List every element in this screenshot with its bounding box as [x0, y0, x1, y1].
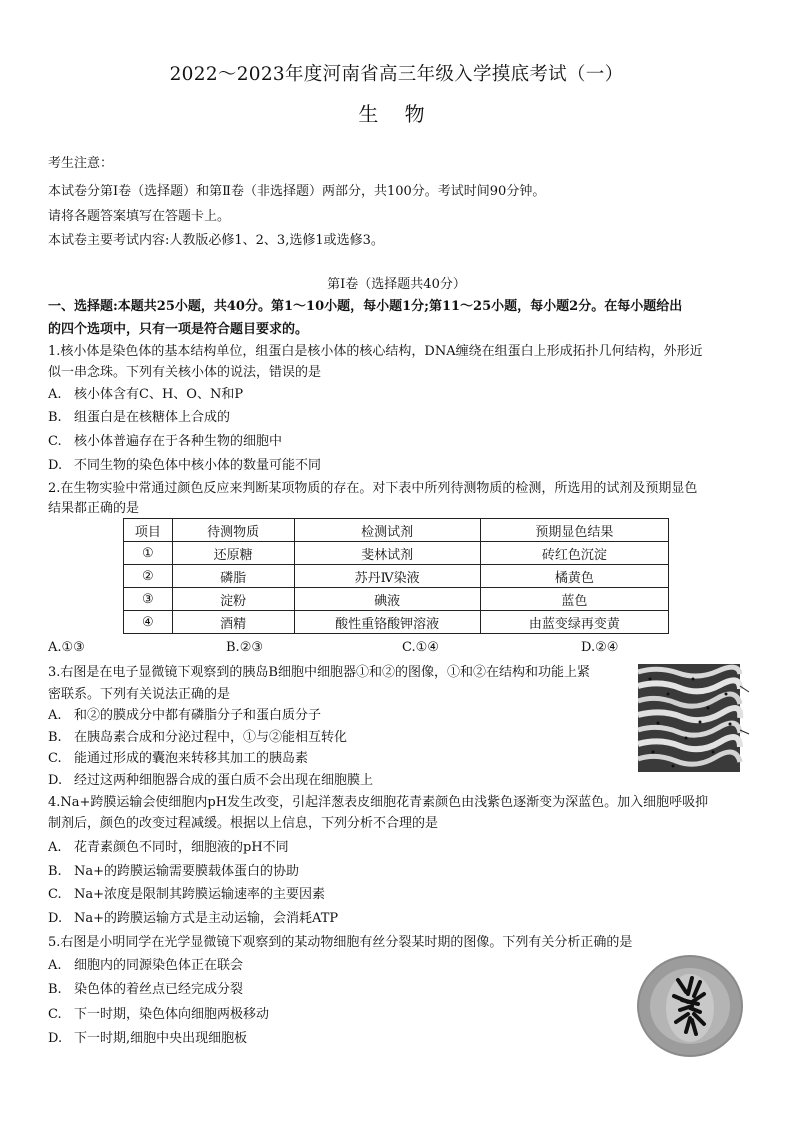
table-cell: ③ — [124, 588, 173, 611]
option-text: ②③ — [239, 640, 263, 655]
table-cell: 蓝色 — [480, 588, 668, 611]
option-text: Na+浓度是限制其跨膜运输速率的主要因素 — [74, 887, 326, 902]
q1-stem-1: 1.核小体是染色体的基本结构单位，组蛋白是核小体的核心结构，DNA缠绕在组蛋白上形成拓扑几何结构，外形近 — [48, 344, 703, 359]
mitotic-cell-image — [634, 952, 746, 1060]
option-text: 下一时期,细胞中央出现细胞板 — [74, 1031, 248, 1046]
table-row — [124, 611, 669, 634]
notice-line-1: 本试卷分第Ⅰ卷（选择题）和第Ⅱ卷（非选择题）两部分，共100分。考试时间90分钟。 — [48, 184, 546, 199]
table-row — [124, 588, 669, 611]
notice-heading: 考生注意： — [48, 156, 114, 171]
option-text: 核小体含有C、H、O、N和P — [74, 387, 244, 402]
option-text: 经过这两种细胞器合成的蛋白质不会出现在细胞膜上 — [74, 773, 374, 788]
q1-stem-2: 似一串念珠。下列有关核小体的说法，错误的是 — [48, 365, 322, 380]
q3-option-a — [48, 704, 321, 723]
option-text: 在胰岛素合成和分泌过程中，①与②能相互转化 — [74, 730, 348, 745]
q4-option-a — [48, 836, 289, 855]
option-letter: C. — [48, 434, 62, 449]
q2-option-a — [48, 640, 85, 655]
q3-option-b — [48, 726, 347, 745]
option-letter: D. — [581, 640, 596, 655]
option-letter: D. — [48, 458, 63, 473]
q1-option-d — [48, 454, 321, 473]
q5-option-a — [48, 954, 243, 973]
option-text: ①④ — [415, 640, 439, 655]
notice-line-2: 请将各题答案填写在答题卡上。 — [48, 209, 231, 224]
table-cell: ④ — [124, 611, 173, 634]
table-cell: 酸性重铬酸钾溶液 — [294, 611, 480, 634]
q1-option-c — [48, 430, 282, 449]
option-text: 不同生物的染色体中核小体的数量可能不同 — [74, 458, 322, 473]
option-letter: A. — [48, 708, 62, 723]
table-cell: 由蓝变绿再变黄 — [480, 611, 668, 634]
option-letter: C. — [48, 751, 62, 766]
q4-option-c — [48, 883, 325, 902]
q5-option-c — [48, 1003, 269, 1022]
option-text: 能通过形成的囊泡来转移其加工的胰岛素 — [74, 751, 309, 766]
option-letter: D. — [48, 911, 63, 926]
option-text: Na+的跨膜运输方式是主动运输，会消耗ATP — [74, 911, 339, 926]
q1-option-a — [48, 383, 243, 402]
table-cell: 橘黄色 — [480, 565, 668, 588]
table-cell: 砖红色沉淀 — [480, 542, 668, 565]
table-header: 待测物质 — [172, 519, 294, 542]
option-text: 和②的膜成分中都有磷脂分子和蛋白质分子 — [74, 708, 322, 723]
option-letter: B. — [226, 640, 240, 655]
table-header: 检测试剂 — [294, 519, 480, 542]
option-text: 下一时期，染色体向细胞两极移动 — [74, 1007, 270, 1022]
exam-subject: 生 物 — [358, 102, 435, 126]
q5-option-d — [48, 1027, 247, 1046]
q5-stem-1: 5.右图是小明同学在光学显微镜下观察到的某动物细胞有丝分裂某时期的图像。下列有关分析正确的是 — [48, 935, 633, 950]
table-cell: ② — [124, 565, 173, 588]
q2-stem-2: 结果都正确的是 — [48, 501, 140, 516]
option-letter: B. — [48, 730, 62, 745]
option-letter: C. — [48, 887, 62, 902]
option-letter: B. — [48, 410, 62, 425]
option-letter: D. — [48, 773, 63, 788]
q2-table — [123, 518, 669, 634]
option-letter: D. — [48, 1031, 63, 1046]
q3-stem-2: 密联系。下列有关说法正确的是 — [48, 687, 231, 702]
option-text: 细胞内的同源染色体正在联会 — [74, 958, 244, 973]
q1-option-b — [48, 406, 230, 425]
option-text: ①③ — [61, 640, 85, 655]
q3-option-d — [48, 769, 373, 788]
q2-option-d — [581, 640, 618, 655]
table-cell: 斐林试剂 — [294, 542, 480, 565]
q4-stem-1: 4.Na+跨膜运输会使细胞内pH发生改变，引起洋葱表皮细胞花青素颜色由浅紫色逐渐变为深蓝色。加入细胞呼吸抑 — [48, 795, 709, 810]
table-cell: 淀粉 — [172, 588, 294, 611]
option-letter: B. — [48, 864, 62, 879]
table-header-row — [124, 519, 669, 542]
table-cell: 碘液 — [294, 588, 480, 611]
part1-instruction-2: 的四个选项中，只有一项是符合题目要求的。 — [48, 322, 309, 337]
option-letter: A. — [48, 387, 62, 402]
option-text: 组蛋白是在核糖体上合成的 — [74, 410, 231, 425]
option-letter: A. — [48, 958, 62, 973]
q2-stem-1: 2.在生物实验中常通过颜色反应来判断某项物质的存在。对下表中所列待测物质的检测，所选用的试剂及预期显色 — [48, 481, 698, 496]
table-header: 项目 — [124, 519, 173, 542]
option-letter: A. — [48, 640, 62, 655]
option-letter: C. — [48, 1007, 62, 1022]
electron-micrograph-image — [638, 664, 750, 772]
notice-line-3: 本试卷主要考试内容:人教版必修1、2、3,选修1或选修3。 — [48, 233, 384, 248]
part1-instruction-1: 一、选择题:本题共25小题，共40分。第1～10小题，每小题1分;第11～25小题，每小题2分。在每小题给出 — [48, 299, 683, 314]
table-cell: ① — [124, 542, 173, 565]
option-text: 染色体的着丝点已经完成分裂 — [74, 982, 244, 997]
option-letter: C. — [402, 640, 416, 655]
part1-heading: 第Ⅰ卷（选择题共40分） — [327, 277, 466, 292]
exam-title: 2022～2023年度河南省高三年级入学摸底考试（一） — [169, 64, 624, 85]
table-cell: 苏丹Ⅳ染液 — [294, 565, 480, 588]
q4-option-d — [48, 907, 338, 926]
table-cell: 还原糖 — [172, 542, 294, 565]
option-text: Na+的跨膜运输需要膜载体蛋白的协助 — [74, 864, 300, 879]
q2-option-c — [402, 640, 439, 655]
option-letter: A. — [48, 840, 62, 855]
q2-option-b — [226, 640, 263, 655]
table-cell: 酒精 — [172, 611, 294, 634]
option-text: ②④ — [595, 640, 619, 655]
q5-option-b — [48, 978, 243, 997]
option-text: 核小体普遍存在于各种生物的细胞中 — [74, 434, 283, 449]
q3-stem-1: 3.右图是在电子显微镜下观察到的胰岛B细胞中细胞器①和②的图像，①和②在结构和功能上紧 — [48, 665, 590, 680]
option-letter: B. — [48, 982, 62, 997]
table-header: 预期显色结果 — [480, 519, 668, 542]
q3-option-c — [48, 747, 308, 766]
q4-stem-2: 制剂后，颜色的改变过程减缓。根据以上信息，下列分析不合理的是 — [48, 816, 439, 831]
option-text: 花青素颜色不同时，细胞液的pH不同 — [74, 840, 289, 855]
table-row — [124, 565, 669, 588]
table-cell: 磷脂 — [172, 565, 294, 588]
table-row — [124, 542, 669, 565]
q4-option-b — [48, 860, 299, 879]
